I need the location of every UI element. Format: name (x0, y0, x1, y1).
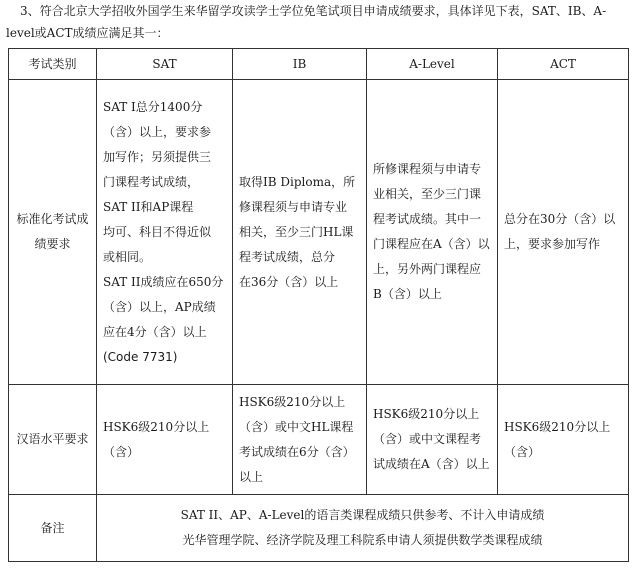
ib-line: 取得IB Diploma，所 (239, 174, 356, 189)
chinese-ib-cell (233, 385, 367, 495)
header-ib: IB (233, 49, 367, 80)
chinese-alevel-line: 试成绩在A（含）以上 (373, 457, 490, 471)
chinese-act-line: （含） (504, 444, 541, 459)
standard-test-row (9, 80, 629, 385)
header-alevel: A-Level (367, 49, 498, 80)
standard-label-line: 标准化考试成 (16, 212, 89, 226)
intro-paragraph (0, 0, 640, 44)
sat-line: 门课程考试成绩， (103, 174, 200, 189)
chinese-act-cell (498, 385, 629, 495)
chinese-alevel-line: HSK6级210分以上 (373, 407, 480, 421)
header-sat: SAT (97, 49, 233, 80)
notes-content-cell (97, 495, 629, 562)
notes-label-cell: 备注 (9, 495, 97, 562)
chinese-sat-line: HSK6级210分以上 (103, 419, 210, 434)
sat-line: SAT II成绩应在650分 (103, 274, 224, 289)
sat-line: 或相同。 (103, 249, 152, 264)
chinese-sat-line: （含） (103, 444, 140, 459)
ib-line: 相关，至少三门HL课 (239, 224, 354, 239)
header-act: ACT (498, 49, 629, 80)
ib-line: 在36分（含）以上 (239, 274, 339, 289)
chinese-label-cell: 汉语水平要求 (9, 385, 97, 495)
intro-line-1: 3、符合北京大学招收外国学生来华留学攻读学士学位免笔试项目申请成绩要求，具体详见下表，SAT、IB、A- (20, 4, 607, 18)
sat-line: （含）以上，要求参 (103, 124, 212, 139)
chinese-ib-line: HSK6级210分以上 (239, 394, 346, 409)
header-row (9, 49, 629, 80)
requirements-table (8, 48, 629, 562)
chinese-ib-line: （含）或中文HL课程 (239, 419, 354, 434)
act-line: 总分在30分（含）以 (504, 212, 616, 226)
sat-code-line: (Code 7731) (103, 349, 178, 364)
chinese-alevel-line: （含）或中文课程考 (373, 432, 482, 446)
sat-line: （含）以上，AP成绩 (103, 299, 216, 314)
standard-alevel-cell (367, 80, 498, 385)
alevel-line: 所修课程须与申请专 (373, 162, 482, 176)
alevel-line: 业相关，至少三门课 (373, 187, 482, 201)
chinese-sat-cell (97, 385, 233, 495)
ib-line: 修课程须与申请专业 (239, 199, 348, 214)
standard-label-line: 绩要求 (34, 237, 71, 251)
alevel-line: 程考试成绩。其中一 (373, 212, 482, 226)
header-category: 考试类别 (9, 49, 97, 80)
chinese-ib-line: 以上 (239, 469, 264, 484)
note-line: SAT II、AP、A-Level的语言类课程成绩只供参考、不计入申请成绩 (180, 508, 545, 522)
standard-act-cell (498, 80, 629, 385)
sat-line: 加写作；另须提供三 (103, 149, 212, 164)
intro-line-2: level或ACT成绩应满足其一： (6, 26, 169, 40)
note-line: 光华管理学院、经济学院及理工科院系申请人须提供数学类课程成绩 (182, 533, 543, 547)
act-line: 上，要求参加写作 (504, 237, 601, 251)
standard-sat-cell (97, 80, 233, 385)
alevel-line: 门课程应在A（含）以 (373, 237, 490, 251)
sat-line: 均可、科目不得近似 (103, 224, 212, 239)
standard-ib-cell (233, 80, 367, 385)
chinese-alevel-cell (367, 385, 498, 495)
sat-line: 应在4分（含）以上 (103, 324, 207, 339)
sat-line: SAT II和AP课程 (103, 199, 194, 214)
ib-line: 程考试成绩，总分 (239, 249, 336, 264)
chinese-ib-line: 考试成绩在6分（含） (239, 444, 355, 459)
alevel-line: B（含）以上 (373, 287, 442, 301)
sat-line: SAT I总分1400分 (103, 99, 203, 114)
alevel-line: 上，另外两门课程应 (373, 262, 482, 276)
chinese-act-line: HSK6级210分以上 (504, 419, 611, 434)
chinese-requirement-row (9, 385, 629, 495)
notes-row (9, 495, 629, 562)
standard-label-cell (9, 80, 97, 385)
